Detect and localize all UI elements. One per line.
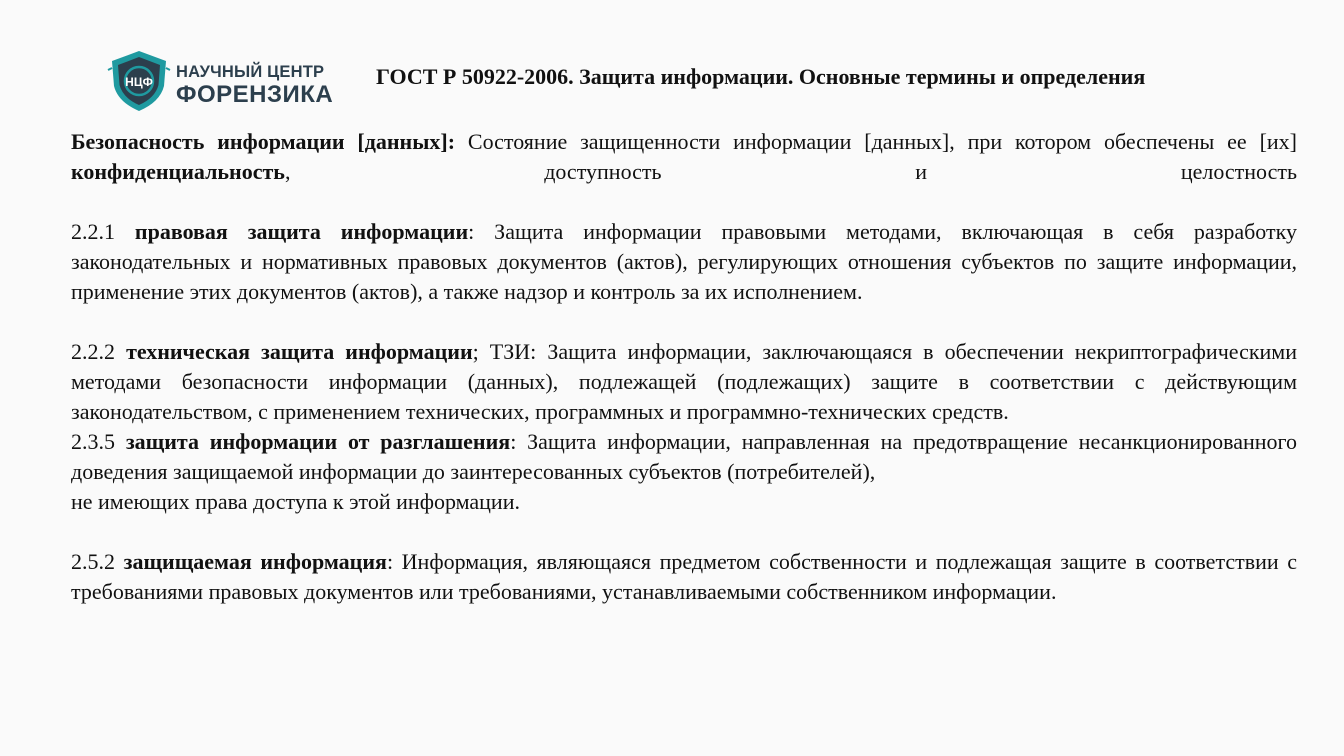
logo-line1: НАУЧНЫЙ ЦЕНТР [176,63,325,81]
definition-term: защита информации от разглашения [125,429,511,454]
definition-term: Безопасность информации [данных]: [71,129,456,154]
definition-number: 2.5.2 [71,549,124,574]
definition-paragraph [71,337,1297,427]
logo-abbr: НЦФ [125,75,153,89]
definition-text: ; ТЗИ: Защита информации, заключающаяся в обеспечении некриптографическими методами безопасности информации (данных), подлежащей (подлежащих) защите в соответствии с действующим законодательством, с применением технических, программных и программно-технических средств. [71,339,1297,424]
definition-number: 2.2.1 [71,219,135,244]
definition-paragraph [71,547,1297,607]
definition-term: защищаемая информация [123,549,387,574]
definition-number: 2.3.5 [71,429,126,454]
document-body [71,127,1297,607]
definition-text: : Защита информации, направленная на предотвращение несанкционированного доведения защищаемой информации до заинтересованных субъектов (потребителей), [71,429,1298,484]
definition-text: не имеющих права доступа к этой информации. [71,489,520,514]
shield-logo-icon [106,48,172,114]
definition-term: правовая защита информации [134,219,469,244]
logo-line2: ФОРЕНЗИКА [176,81,334,108]
definition-number: 2.2.2 [71,339,127,364]
definition-text: , доступность и целостность [284,159,1297,184]
definition-paragraph [71,127,1297,187]
definition-term: техническая защита информации [126,339,473,364]
definition-text: Состояние защищенности информации [данных], при котором обеспечены ее [их] [455,129,1297,154]
definition-text: : Защита информации правовыми методами, включающая в себя разработку законодательных и нормативных правовых документов (актов), регулирующих отношения субъектов по защите информации, применение этих документов (актов), а также надзор и контроль за их исполнением. [71,219,1298,304]
logo [106,48,356,114]
page-title: ГОСТ Р 50922-2006. Защита информации. Основные термины и определения [376,64,1146,89]
definition-text: : Информация, являющаяся предметом собственности и подлежащая защите в соответствии с требованиями правовых документов или требованиями, устанавливаемыми собственником информации. [71,549,1298,604]
definition-paragraph [71,217,1297,307]
definition-paragraph [71,427,1297,517]
definition-term: конфиденциальность [71,159,285,184]
